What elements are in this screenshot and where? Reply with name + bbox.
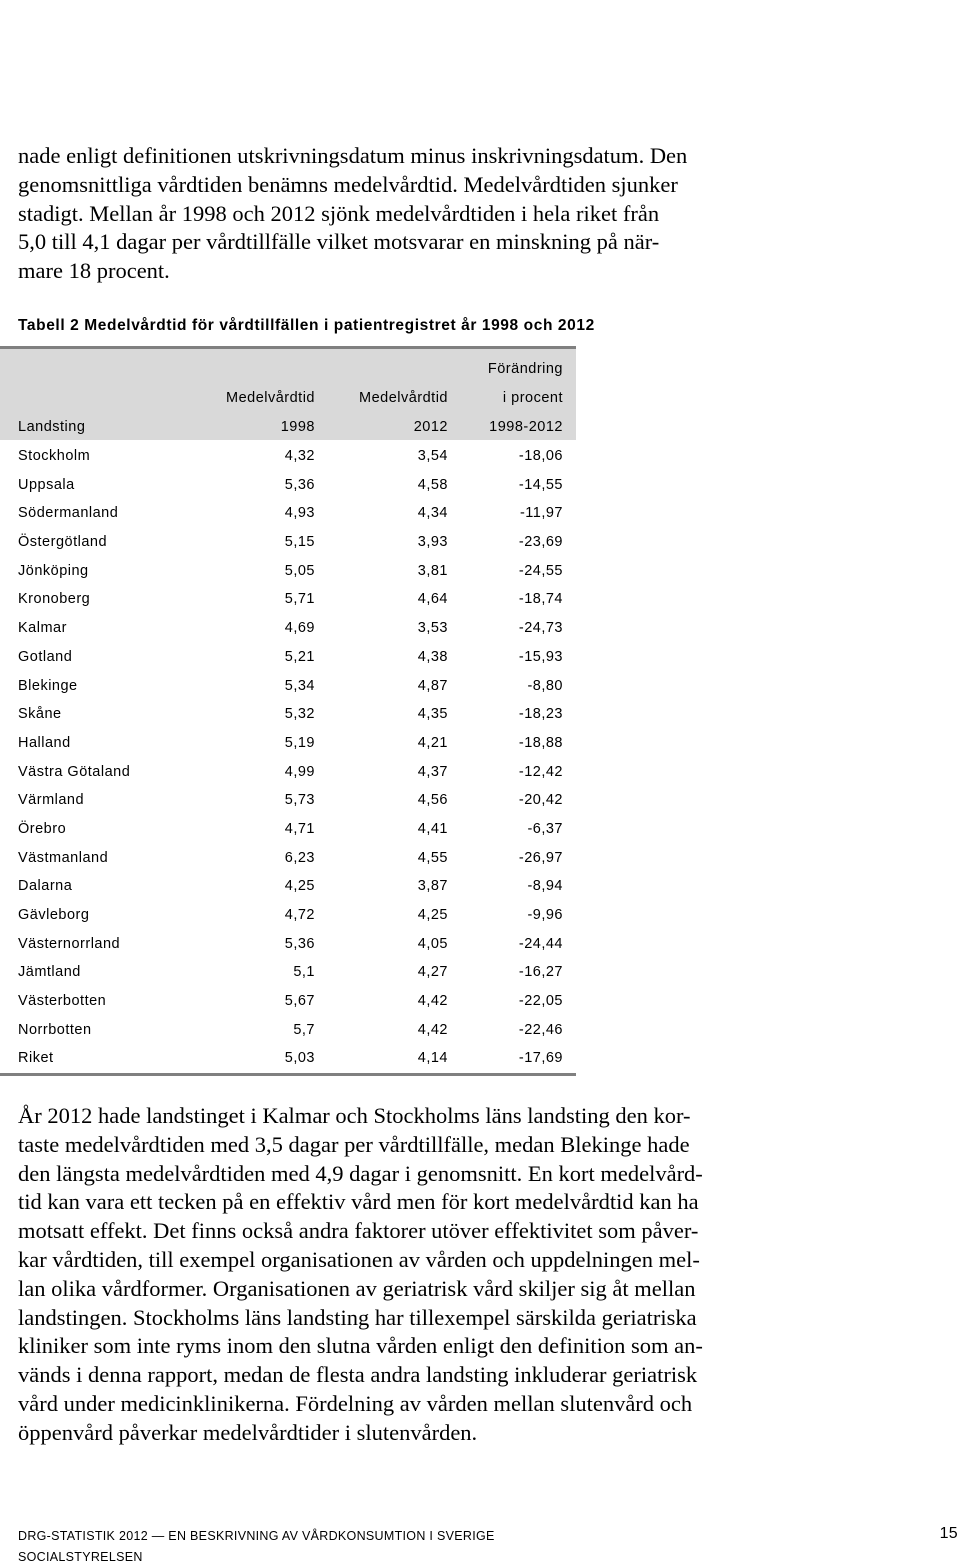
table-row: [0, 758, 576, 787]
region-name-cell: Kronoberg: [18, 591, 91, 608]
header-cell: 1998-2012: [489, 419, 563, 435]
footer-title: DRG-STATISTIK 2012 — EN BESKRIVNING AV VÅRDKONSUMTION I SVERIGE: [18, 1529, 495, 1543]
value-cell: 4,25: [284, 878, 315, 895]
text-line: öppenvård påverkar medelvårdtider i slutenvården.: [18, 1419, 478, 1445]
region-name-cell: Västmanland: [18, 849, 109, 866]
text-line: tid kan vara ett tecken på en effektiv vård men för kort medelvårdtid kan ha: [18, 1189, 699, 1215]
table-row: [0, 786, 576, 815]
header-cell: i procent: [502, 390, 563, 406]
text-line: nade enligt definitionen utskrivningsdatum minus inskrivningsdatum. Den: [18, 143, 688, 168]
region-name-cell: Gotland: [18, 648, 73, 665]
region-name-cell: Värmland: [18, 792, 85, 809]
value-cell: 4,38: [417, 648, 448, 665]
region-name-cell: Västernorrland: [18, 935, 121, 952]
value-cell: -9,96: [527, 907, 563, 923]
region-name-cell: Östergötland: [18, 534, 108, 551]
header-row: [0, 384, 576, 413]
table-row: [0, 442, 576, 471]
table-row: [0, 557, 576, 586]
table-caption: Tabell 2 Medelvårdtid för vårdtillfällen i patientregistret år 1998 och 2012: [18, 317, 595, 334]
table-row: [0, 672, 576, 701]
table-row: [0, 528, 576, 557]
header-row: [0, 413, 576, 442]
intro-paragraph: [18, 142, 768, 286]
table-header: [0, 346, 576, 440]
value-cell: 4,55: [417, 849, 448, 866]
value-cell: 3,81: [417, 562, 448, 579]
value-cell: -6,37: [527, 820, 563, 837]
value-cell: -8,94: [527, 878, 563, 895]
value-cell: -20,42: [518, 792, 563, 809]
table-row: [0, 700, 576, 729]
table-row: [0, 1044, 576, 1073]
value-cell: -24,55: [518, 562, 563, 579]
table-row: [0, 987, 576, 1016]
value-cell: 5,19: [284, 734, 315, 751]
value-cell: -17,69: [518, 1050, 563, 1067]
region-name-cell: Halland: [18, 734, 71, 751]
table-row: [0, 958, 576, 987]
value-cell: -11,97: [519, 505, 563, 522]
value-cell: 3,87: [417, 878, 448, 895]
value-cell: 4,72: [284, 907, 315, 923]
text-line: kar vårdtiden, till exempel organisationen av vården och uppdelningen mel-: [18, 1246, 700, 1272]
value-cell: -18,74: [518, 591, 563, 608]
text-line: mare 18 procent.: [18, 258, 170, 284]
value-cell: 5,7: [293, 1021, 315, 1038]
value-cell: -22,05: [518, 993, 563, 1010]
table-row: [0, 471, 576, 500]
region-name-cell: Norrbotten: [18, 1021, 92, 1038]
value-cell: 4,27: [417, 964, 448, 981]
header-cell: 2012: [413, 419, 448, 435]
region-name-cell: Uppsala: [18, 476, 75, 493]
text-line: motsatt effekt. Det finns också andra faktorer utöver effektivitet som påver-: [18, 1218, 699, 1244]
value-cell: -16,27: [518, 964, 563, 981]
table-row: [0, 729, 576, 758]
page-number: 15: [939, 1525, 958, 1542]
text-line: taste medelvårdtiden med 3,5 dagar per vårdtillfälle, medan Blekinge hade: [18, 1131, 690, 1157]
region-name-cell: Västra Götaland: [18, 763, 131, 780]
data-table: [0, 346, 576, 1076]
region-name-cell: Västerbotten: [18, 993, 107, 1010]
table-row: [0, 585, 576, 614]
text-line: lan olika vårdformer. Organisationen av geriatrisk vård skiljer sig åt mellan: [18, 1275, 696, 1301]
value-cell: -22,46: [518, 1021, 563, 1038]
table-row: [0, 901, 576, 930]
value-cell: 5,36: [284, 476, 315, 493]
value-cell: -14,55: [518, 476, 563, 493]
value-cell: 4,25: [417, 907, 448, 923]
value-cell: 4,64: [417, 591, 448, 608]
value-cell: 4,41: [417, 820, 448, 837]
header-row: [0, 355, 576, 384]
value-cell: 5,32: [284, 706, 315, 723]
value-cell: 4,99: [284, 763, 315, 780]
value-cell: 4,93: [284, 505, 315, 522]
value-cell: 5,67: [284, 993, 315, 1010]
value-cell: -24,73: [518, 620, 563, 637]
text-line: landstingen. Stockholms läns landsting har tillexempel särskilda geriatriska: [18, 1304, 697, 1330]
value-cell: -18,88: [518, 734, 563, 751]
value-cell: 5,73: [284, 792, 315, 809]
value-cell: -18,23: [518, 706, 563, 723]
value-cell: 4,37: [417, 763, 448, 780]
table-row: [0, 614, 576, 643]
value-cell: 5,1: [293, 964, 315, 981]
value-cell: 6,23: [284, 849, 315, 866]
text-line: vänds i denna rapport, medan de flesta andra landsting inkluderar geriatrisk: [18, 1362, 698, 1388]
text-line: stadigt. Mellan år 1998 och 2012 sjönk medelvårdtiden i hela riket från: [18, 200, 660, 226]
table-row: [0, 930, 576, 959]
region-name-cell: Stockholm: [18, 448, 91, 464]
value-cell: -15,93: [518, 648, 563, 665]
value-cell: 4,42: [417, 1021, 448, 1038]
value-cell: 4,35: [417, 706, 448, 723]
table-row: [0, 643, 576, 672]
value-cell: 5,21: [284, 648, 315, 665]
region-name-cell: Kalmar: [18, 620, 67, 637]
region-name-cell: Örebro: [18, 820, 67, 837]
value-cell: 5,71: [284, 591, 315, 608]
value-cell: 4,71: [284, 820, 315, 837]
value-cell: 3,53: [417, 620, 448, 637]
table-row: [0, 1016, 576, 1045]
value-cell: 4,05: [417, 935, 448, 952]
text-line: År 2012 hade landstinget i Kalmar och Stockholms läns landsting den kor-: [18, 1103, 691, 1128]
value-cell: -18,06: [518, 448, 563, 464]
value-cell: 4,56: [417, 792, 448, 809]
text-line: 5,0 till 4,1 dagar per vårdtillfälle vilket motsvarar en minskning på när-: [18, 229, 660, 255]
header-cell: Medelvårdtid: [225, 390, 315, 406]
value-cell: 4,58: [417, 476, 448, 493]
text-line: den längsta medelvårdtiden med 4,9 dagar i genomsnitt. En kort medelvård-: [18, 1160, 703, 1186]
table-row: [0, 872, 576, 901]
value-cell: 3,93: [417, 534, 448, 551]
value-cell: 4,14: [417, 1050, 448, 1067]
region-name-cell: Jönköping: [18, 562, 89, 579]
value-cell: -26,97: [518, 849, 563, 866]
value-cell: -24,44: [518, 935, 563, 952]
text-line: kliniker som inte ryms inom den slutna vården enligt den definition som an-: [18, 1333, 703, 1359]
text-line: vård under medicinklinikerna. Fördelning av vården mellan slutenvård och: [18, 1390, 693, 1416]
table-row: [0, 844, 576, 873]
region-name-cell: Skåne: [18, 706, 62, 723]
region-name-cell: Dalarna: [18, 878, 73, 895]
table-row: [0, 815, 576, 844]
value-cell: 5,15: [284, 534, 315, 551]
value-cell: -23,69: [518, 534, 563, 551]
footer-publisher: SOCIALSTYRELSEN: [18, 1550, 143, 1564]
value-cell: 4,42: [417, 993, 448, 1010]
header-cell: 1998: [280, 419, 315, 435]
value-cell: -12,42: [518, 763, 563, 780]
value-cell: 5,36: [284, 935, 315, 952]
value-cell: 4,69: [284, 620, 315, 637]
value-cell: 5,34: [284, 677, 315, 694]
text-line: genomsnittliga vårdtiden benämns medelvårdtid. Medelvårdtiden sjunker: [18, 171, 678, 197]
value-cell: 4,34: [417, 505, 448, 522]
value-cell: 4,87: [417, 677, 448, 694]
value-cell: 5,03: [284, 1050, 315, 1067]
value-cell: -8,80: [527, 677, 563, 694]
region-name-cell: Gävleborg: [18, 907, 90, 923]
body-paragraph: [18, 1102, 768, 1448]
region-name-cell: Jämtland: [18, 964, 81, 981]
header-cell: Förändring: [487, 361, 563, 377]
value-cell: 4,32: [284, 448, 315, 464]
table-row: [0, 499, 576, 528]
region-name-cell: Riket: [18, 1050, 54, 1067]
header-cell: Medelvårdtid: [358, 390, 448, 406]
region-name-cell: Blekinge: [18, 677, 78, 694]
region-name-cell: Södermanland: [18, 505, 119, 522]
value-cell: 3,54: [417, 448, 448, 464]
header-cell: Landsting: [18, 419, 86, 435]
value-cell: 4,21: [417, 734, 448, 751]
table-body: [0, 440, 576, 1076]
value-cell: 5,05: [284, 562, 315, 579]
